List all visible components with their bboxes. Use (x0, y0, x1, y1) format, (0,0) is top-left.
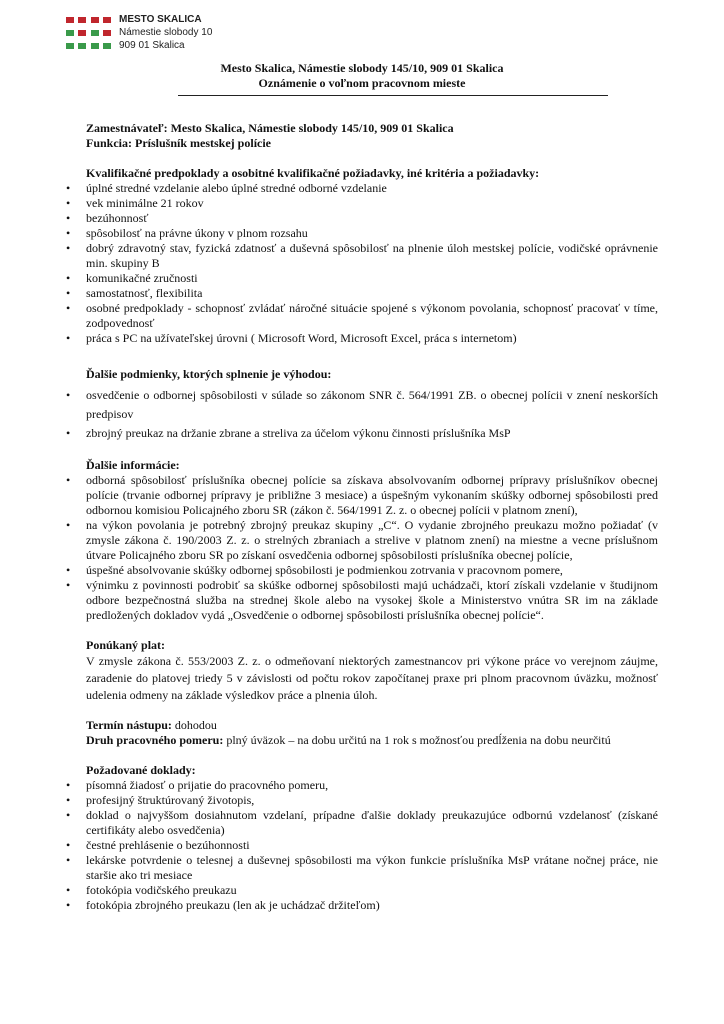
list-item: • práca s PC na užívateľskej úrovni ( Microsoft Word, Microsoft Excel, práca s internetom) (86, 331, 658, 346)
city-logo (66, 13, 212, 52)
logo-square-red (66, 17, 74, 23)
logo-square-green (103, 43, 111, 49)
logo-square-green (66, 30, 74, 36)
start-term (86, 718, 658, 733)
logo-square-green (91, 30, 99, 36)
list-item: • čestné prehlásenie o bezúhonnosti (86, 838, 658, 853)
document-body (86, 121, 658, 913)
start-term-value: dohodou (171, 718, 217, 732)
info-list (86, 473, 658, 623)
logo-street: Námestie slobody 10 (119, 27, 213, 38)
function-line: Funkcia: Príslušník mestskej polície (86, 136, 272, 150)
list-item: • zbrojný preukaz na držanie zbrane a streliva za účelom výkonu činnosti príslušníka MsP (86, 424, 658, 443)
qualifications-list (86, 181, 658, 346)
list-item: • fotokópia zbrojného preukazu (len ak je uchádzač držiteľom) (86, 898, 658, 913)
list-item: • odborná spôsobilosť príslušníka obecnej polície sa získava absolvovaním odbornej prípravy príslušníkov obecnej polície (trvanie odbornej prípravy je približne 3 mesiace) a úspešným vykonaním skúšky odbornej spôsobilosti pred odbornou komisiou Policajného zboru SR (zákon č. 564/1991 Z. z. o obecnej polícii v platnom znení), (86, 473, 658, 518)
logo-square-red (78, 17, 86, 23)
list-item: • písomná žiadosť o prijatie do pracovného pomeru, (86, 778, 658, 793)
list-item: • dobrý zdravotný stav, fyzická zdatnosť a duševná spôsobilosť na plnenie úloh mestskej polície, vodičské oprávnenie min. skupiny B (86, 241, 658, 271)
list-item: • osvedčenie o odbornej spôsobilosti v súlade so zákonom SNR č. 564/1991 ZB. o obecnej polícii v znení neskorších predpisov (86, 386, 658, 424)
list-item: • fotokópia vodičského preukazu (86, 883, 658, 898)
list-item: • na výkon povolania je potrebný zbrojný preukaz skupiny „C“. O vydanie zbrojného preukazu možno požiadať (v zmysle zákona č. 190/2003 Z. z. o strelných zbraniach a strelive v platnom znení) na miestne a vecne príslušnom útvare Policajného zboru SR po získaní osvedčenia odbornej spôsobilosti príslušníka obecnej polície, (86, 518, 658, 563)
documents-title: Požadované doklady: (86, 763, 196, 777)
list-item: • osobné predpoklady - schopnosť zvládať náročné situácie spojené s výkonom povolania, schopnosť pracovať v tíme, zodpovednosť (86, 301, 658, 331)
salary-title: Ponúkaný plat: (86, 638, 166, 652)
header-address: Mesto Skalica, Námestie slobody 145/10, 909 01 Skalica (220, 61, 504, 75)
info-title: Ďalšie informácie: (86, 458, 180, 472)
logo-square-green (78, 43, 86, 49)
document-header (0, 61, 724, 91)
list-item: • úplné stredné vzdelanie alebo úplné stredné odborné vzdelanie (86, 181, 658, 196)
list-item: • bezúhonnosť (86, 211, 658, 226)
list-item: • komunikačné zručnosti (86, 271, 658, 286)
employment-type-label: Druh pracovného pomeru: (86, 733, 224, 747)
advantages-title: Ďalšie podmienky, ktorých splnenie je výhodou: (86, 367, 332, 381)
documents-list (86, 778, 658, 913)
advantages-list (86, 386, 658, 443)
salary-text: V zmysle zákona č. 553/2003 Z. z. o odmeňovaní niektorých zamestnancov pri výkone práce vo verejnom záujme, zaradenie do platovej triedy 5 v závislosti od počtu rokov započítanej praxe pri plnom pracovnom úväzku, možnosť udelenia odmeny na základe výsledkov práce a plnenia úloh. (86, 654, 658, 702)
header-title: Oznámenie o voľnom pracovnom mieste (258, 76, 466, 90)
employment-type (86, 733, 658, 748)
logo-city: 909 01 Skalica (119, 40, 185, 51)
list-item: • profesijný štruktúrovaný životopis, (86, 793, 658, 808)
logo-square-red (103, 30, 111, 36)
logo-city-name: MESTO SKALICA (119, 14, 202, 25)
logo-square-red (91, 17, 99, 23)
logo-square-green (91, 43, 99, 49)
logo-square-red (103, 17, 111, 23)
list-item: • doklad o najvyššom dosiahnutom vzdelaní, prípadne ďalšie doklady preukazujúce odbornú vzdelanosť (získané certifikáty alebo osvedčenia) (86, 808, 658, 838)
list-item: • lekárske potvrdenie o telesnej a duševnej spôsobilosti ma výkon funkcie príslušníka MsP vrátane nočnej práce, nie staršie ako tri mesiace (86, 853, 658, 883)
logo-square-green (66, 43, 74, 49)
list-item: • výnimku z povinnosti podrobiť sa skúške odbornej spôsobilosti majú uchádzači, ktorí získali vzdelanie v študijnom odbore bezpečnostná služba na strednej škole alebo na vysokej škole a Ministerstvo vnútra SR im na základe predložených dokladov vydá „Osvedčenie o odbornej spôsobilosti príslušníka obecnej polície“. (86, 578, 658, 623)
employment-type-value: plný úväzok – na dobu určitú na 1 rok s možnosťou predĺženia na dobu neurčitú (223, 733, 611, 747)
list-item: • vek minimálne 21 rokov (86, 196, 658, 211)
qualifications-title: Kvalifikačné predpoklady a osobitné kvalifikačné požiadavky, iné kritéria a požiadavky: (86, 166, 540, 180)
list-item: • samostatnosť, flexibilita (86, 286, 658, 301)
start-term-label: Termín nástupu: (86, 718, 172, 732)
list-item: • úspešné absolvovanie skúšky odbornej spôsobilosti je podmienkou zotrvania v pracovnom pomere, (86, 563, 658, 578)
employer-line: Zamestnávateľ: Mesto Skalica, Námestie slobody 145/10, 909 01 Skalica (86, 121, 454, 135)
list-item: • spôsobilosť na právne úkony v plnom rozsahu (86, 226, 658, 241)
header-divider (178, 95, 608, 96)
logo-square-red (78, 30, 86, 36)
